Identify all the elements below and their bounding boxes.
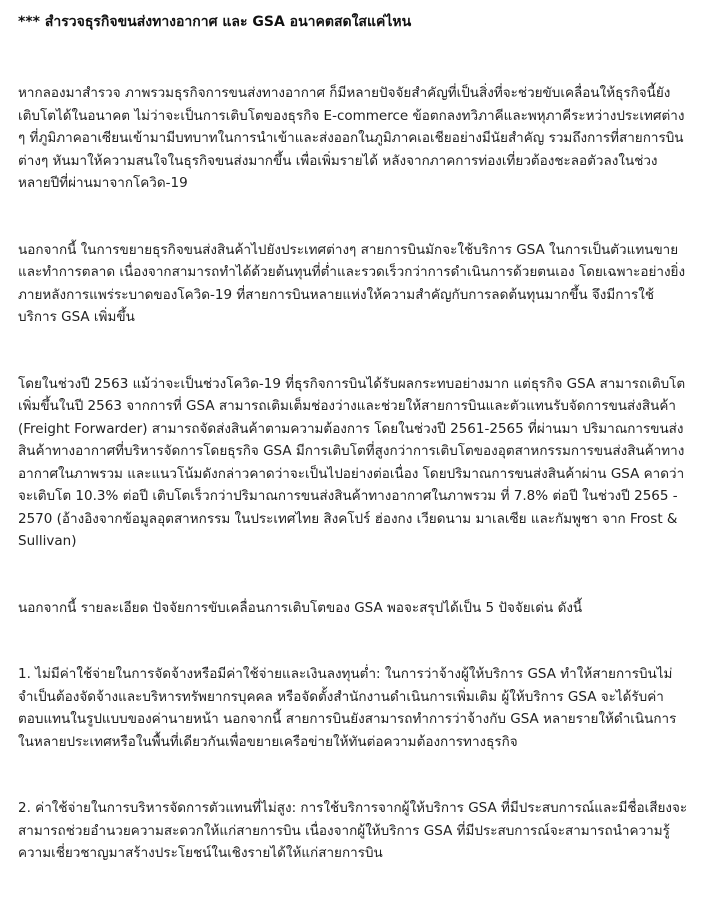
paragraph-gsa-usage: นอกจากนี้ ในการขยายธุรกิจขนส่งสินค้าไปยังประเทศต่างๆ สายการบินมักจะใช้บริการ GSA ในการเป็นตัวแทนขายและทำการตลาด เนื่องจากสามารถทำได้ด้วยต้นทุนที่ต่ำและรวดเร็วกว่าการดำเนินการด้วยตนเอง โดยเฉพาะอย่างยิ่งภายหลังการแพร่ระบาดของโควิด-19 ที่สายการบินหลายแห่งให้ความสำคัญกับการลดต้นทุนมากขึ้น จึงมีการใช้บริการ GSA เพิ่มขึ้น xyxy=(18,241,686,325)
article xyxy=(18,12,690,909)
paragraph-factor-1: 1. ไม่มีค่าใช้จ่ายในการจัดจ้างหรือมีค่าใช้จ่ายและเงินลงทุนต่ำ: ในการว่าจ้างผู้ให้บริการ GSA ทำให้สายการบินไม่จำเป็นต้องจัดจ้างและบริหารทรัพยากรบุคคล หรือจัดตั้งสำนักงานดำเนินการเพิ่มเติม ผู้ให้บริการ GSA จะได้รับค่าตอบแทนในรูปแบบของค่านายหน้า นอกจากนี้ สายการบินยังสามารถทำการว่าจ้างกับ GSA หลายรายให้ดำเนินการในหลายประเทศหรือในพื้นที่เดียวกันเพื่อขยายเครือข่ายให้ทันต่อความต้องการทางธุรกิจ xyxy=(18,666,677,750)
article-title: *** สำรวจธุรกิจขนส่งทางอากาศ และ GSA อนาคตสดใสแค่ไหน xyxy=(18,14,412,30)
paragraph-growth-stats: โดยในช่วงปี 2563 แม้ว่าจะเป็นช่วงโควิด-19 ที่ธุรกิจการบินได้รับผลกระทบอย่างมาก แต่ธุรกิจ GSA สามารถเติบโตเพิ่มขึ้นในปี 2563 จากการที่ GSA สามารถเติมเต็มช่องว่างและช่วยให้สายการบินและตัวแทนรับจัดการขนส่งสินค้า (Freight Forwarder) สามารถจัดส่งสินค้าตามความต้องการ โดยในช่วงปี 2561-2565 ที่ผ่านมา ปริมาณการขนส่งสินค้าทางอากาศที่บริหารจัดการโดยธุรกิจ GSA มีการเติบโตที่สูงกว่าการเติบโตของอุตสาหกรรมการขนส่งสินค้าทางอากาศในภาพรวม และแนวโน้มดังกล่าวคาดว่าจะเป็นไปอย่างต่อเนื่อง โดยปริมาณการขนส่งสินค้าผ่าน GSA คาดว่าจะเติบโต 10.3% ต่อปี เติบโตเร็วกว่าปริมาณการขนส่งสินค้าทางอากาศในภาพรวม ที่ 7.8% ต่อปี ในช่วงปี 2565 - 2570 (อ้างอิงจากข้อมูลอุตสาหกรรม ในประเทศไทย สิงคโปร์ ฮ่องกง เวียดนาม มาเลเซีย และกัมพูชา จาก Frost & Sullivan) xyxy=(18,375,686,549)
paragraph-overview: หากลองมาสำรวจ ภาพรวมธุรกิจการขนส่งทางอากาศ ก็มีหลายปัจจัยสำคัญที่เป็นสิ่งที่จะช่วยขับเคลื่อนให้ธุรกิจนี้ยังเติบโตได้ในอนาคต ไม่ว่าจะเป็นการเติบโตของธุรกิจ E-commerce ข้อตกลงทวิภาคีและพหุภาคีระหว่างประเทศต่าง ๆ ที่ภูมิภาคอาเซียนเข้ามามีบทบาทในการนำเข้าและส่งออกในภูมิภาคเอเชียอย่างมีนัยสำคัญ รวมถึงการที่สายการบินต่างๆ หันมาให้ความสนใจในธุรกิจขนส่งมากขึ้น เพื่อเพิ่มรายได้ หลังจากภาคการท่องเที่ยวต้องชะลอตัวลงในช่วงหลายปีที่ผ่านมาจากโควิด-19 xyxy=(18,85,685,191)
paragraph-factor-2: 2. ค่าใช้จ่ายในการบริหารจัดการตัวแทนที่ไม่สูง: การใช้บริการจากผู้ให้บริการ GSA ที่มีประสบการณ์และมีชื่อเสียงจะสามารถช่วยอำนวยความสะดวกให้แก่สายการบิน เนื่องจากผู้ให้บริการ GSA ที่มีประสบการณ์จะสามารถนำความรู้ความเชี่ยวชาญมาสร้างประโยชน์ในเชิงรายได้ให้แก่สายการบิน xyxy=(18,800,688,861)
paragraph-factors-intro: นอกจากนี้ รายละเอียด ปัจจัยการขับเคลื่อนการเติบโตของ GSA พอจะสรุปได้เป็น 5 ปัจจัยเด่น ดังนี้ xyxy=(18,599,583,616)
